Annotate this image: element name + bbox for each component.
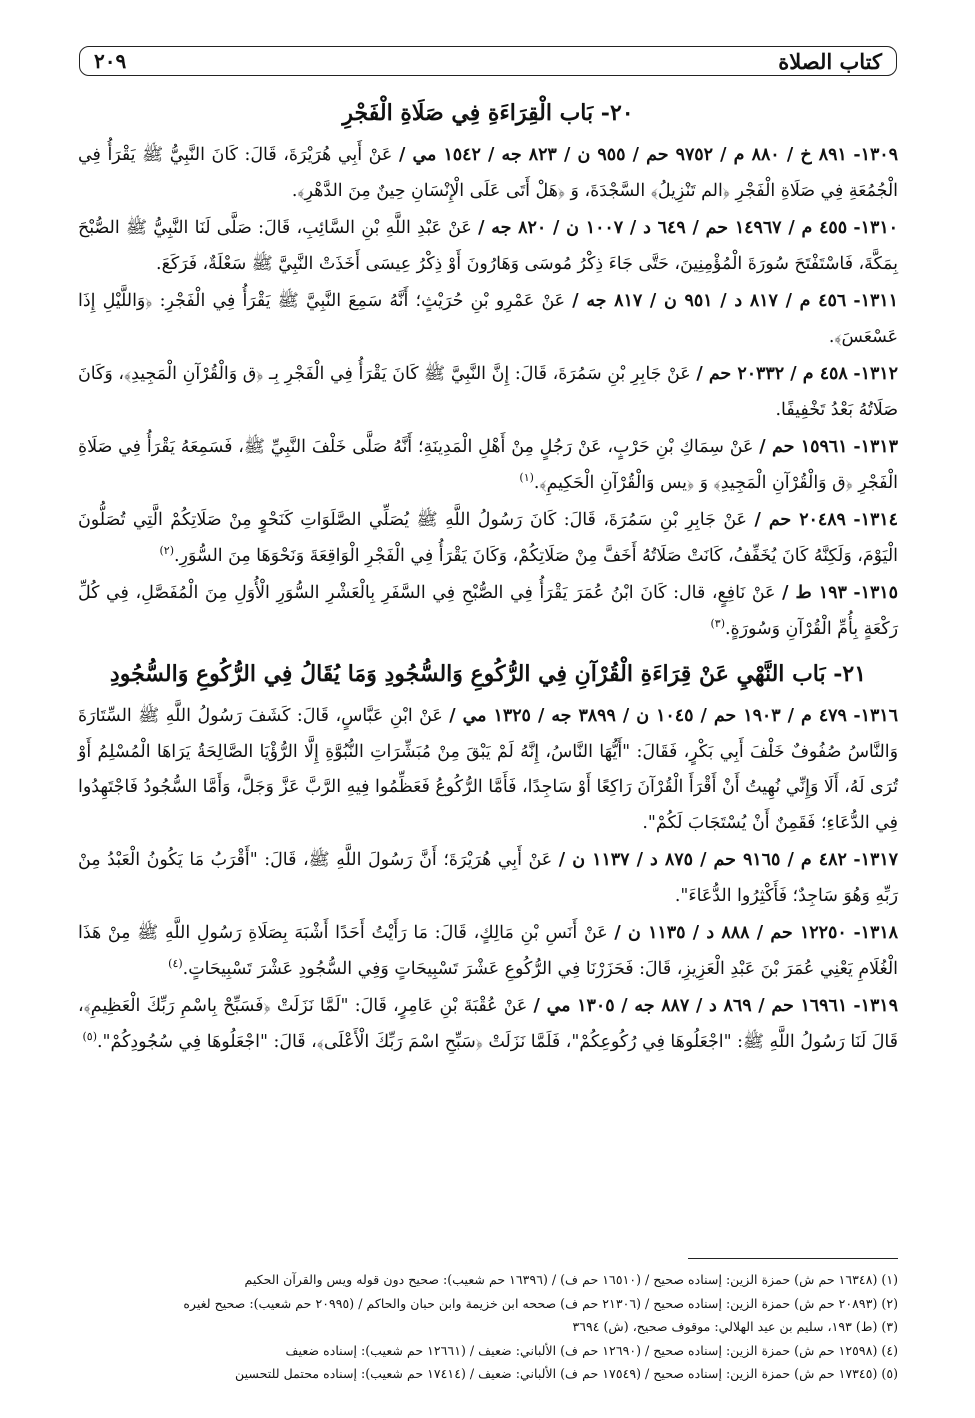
hadith-references: ١٩٣ ط / — [782, 583, 847, 603]
hadith-text: عَنْ عَبْدِ اللَّهِ بْنِ السَّائِبِ، قَالَ: صَلَّى لَنَا النَّبِيُّ ﷺ الصُّبْحَ بِمَكَّةَ، فَاسْتَفْتَحَ سُورَةَ الْمُؤْمِنِينَ، حَتَّى جَاءَ ذِكْرُ مُوسَى وَهَارُونَ أَوْ ذِكْرُ عِيسَى أَخَذَتْ النَّبِيَّ ﷺ سَعْلَةٌ، فَرَكَعَ. — [78, 218, 898, 274]
hadith-number: ١٣٠٩- — [853, 145, 898, 165]
footnote-marker: (٣) — [710, 616, 725, 630]
chapter-title: ٢١- بَاب النَّهْيِ عَنْ قِرَاءَةِ الْقُرْآنِ فِي الرُّكُوعِ وَالسُّجُودِ وَمَا يُقَالُ فِي الرُّكُوعِ وَالسُّجُودِ — [109, 661, 867, 687]
hadith-number: ١٣١٠- — [853, 218, 899, 238]
footnote-marker: (٥) — [82, 1029, 97, 1043]
page-number: ٢٠٩ — [94, 49, 127, 73]
footnote: (٤) (١٢٥٩٨ حم ش) حمزة الزين: إسناده صحيح / (١٢٦٩٠ حم ف) الألباني: ضعيف / (١٢٦٦١ حم شعيب): إسناده ضعيف — [285, 1342, 898, 1358]
hadith-entry — [78, 699, 898, 841]
hadith-references: ١٦٩٦١ حم / ٨٦٩ د / ٨٨٧ جه / ١٣٠٥ مي / — [533, 996, 848, 1016]
footnote: (٥) (١٧٣٤٥ حم ش) حمزة الزين: إسناده صحيح / (١٧٥٤٩ حم ف) الألباني: ضعيف / (١٧٤١٤ حم شعيب): إسناده محتمل للتحسين — [235, 1366, 898, 1381]
hadith-text: عَنْ أَنَسِ بْنِ مَالِكٍ، قَالَ: مَا رَأَيْتُ أَحَدًا أَشْبَهَ بِصَلَاةِ رَسُولِ اللَّهِ ﷺ مِنْ هَذَا الْغُلَامِ يَعْنِي عُمَرَ بْنَ عَبْدِ الْعَزِيزِ، قَالَ: فَحَزَرْنَا فِي الرُّكُوعِ عَشْرَ تَسْبِيحَاتٍ وَفِي السُّجُودِ عَشْرَ تَسْبِيحَاتٍ. — [78, 923, 898, 979]
hadith-number: ١٣١٣- — [853, 437, 898, 457]
footnotes — [78, 1268, 898, 1386]
hadith-number: ١٣١٥- — [853, 583, 898, 603]
footnote: (٢) (٢٠٨٩٣ حم ش) حمزة الزين: إسناده صحيح / (٢١٣٠٦ حم ف) صححه ابن خزيمة وابن حبان والحاكم / (٢٠٩٩٥ حم شعيب): صحيح لغيره — [183, 1295, 898, 1311]
hadith-text: عَنْ سِمَاكِ بْنِ حَرْبٍ، عَنْ رَجُلٍ مِنْ أَهْلِ الْمَدِينَةِ؛ أَنَّهُ صَلَّى خَلْفَ النَّبِيِّ ﷺ، فَسَمِعَهُ يَقْرَأُ فِي صَلَاةِ الْفَجْرِ ﴿ق وَالْقُرْآنِ الْمَجِيدِ﴾ وَ ﴿يس وَالْقُرْآنِ الْحَكِيمِ﴾. — [78, 437, 898, 493]
hadith-entry — [78, 211, 898, 282]
hadith-number: ١٣١٨- — [853, 923, 899, 943]
hadith-references: ٨٩١ خ / ٨٨٠ م / ٩٧٥٢ حم / ٩٥٥ ن / ٨٢٣ جه / ١٥٤٢ مي / — [398, 145, 847, 165]
hadith-text: عَنْ نَافِعٍ، قال: كَانَ ابْنُ عُمَرَ يَقْرَأُ فِي الصُّبْحِ فِي السَّفَرِ بِالْعَشْرِ السُّوَرِ الْأُوَلِ مِنَ الْمُفَصَّلِ، فِي كُلِّ رَكْعَةٍ بِأُمِّ الْقُرْآنِ وَسُورَةٍ. — [78, 583, 898, 639]
hadith-number: ١٣١١- — [853, 291, 898, 311]
footnote-marker: (٤) — [168, 956, 183, 970]
hadith-entry — [78, 503, 898, 574]
hadith-number: ١٣١٩- — [853, 996, 898, 1016]
hadith-references: ٢٠٤٨٩ حم / — [754, 510, 846, 530]
hadith-entry — [78, 430, 898, 501]
hadith-text: عَنْ عَمْرِو بْنِ حُرَيْثٍ؛ أَنَّهُ سَمِعَ النَّبِيَّ ﷺ يَقْرَأُ فِي الْفَجْرِ: ﴿وَاللَّيْلِ إِذَا عَسْعَسَ﴾. — [78, 291, 898, 347]
chapter-title: ٢٠- بَاب الْقِرَاءَةِ فِي صَلَاةِ الْفَجْرِ — [342, 100, 634, 126]
hadith-references: ٤٧٩ م / ١٩٠٣ حم / ١٠٤٥ ن / ٣٨٩٩ جه / ١٣٢٥ مي / — [449, 706, 847, 726]
hadith-references: ١٥٩٦١ حم / — [759, 437, 848, 457]
hadith-references: ٤٨٢ م / ٩١٦٥ حم / ٨٧٥ د / ١١٣٧ ن / — [558, 850, 847, 870]
hadith-text: عَنْ جَابِرِ بْنِ سَمُرَةَ، قَالَ: إِنَّ النَّبِيَّ ﷺ كَانَ يَقْرَأُ فِي الْفَجْرِ بِـ ﴿ق وَالْقُرْآنِ الْمَجِيدِ﴾، وَكَانَ صَلَاتُهُ بَعْدُ تَخْفِيفًا. — [78, 364, 898, 420]
footnote: (٣) (ط) ١٩٣، سليم بن عيد الهلالي: موقوف صحيح، (ش) ٣٦٩٤ — [572, 1319, 898, 1334]
hadith-list — [78, 699, 898, 1060]
book-title: كتاب الصلاة — [778, 48, 882, 74]
hadith-references: ٤٥٨ م / ٢٠٣٣٢ حم / — [696, 364, 848, 384]
hadith-text: عَنْ أَبِي هُرَيْرَةَ؛ أَنَّ رَسُولَ اللَّهِ ﷺ، قَالَ: "أَقْرَبُ مَا يَكُونُ الْعَبْدُ مِنْ رَبِّهِ وَهُوَ سَاجِدٌ؛ فَأَكْثِرُوا الدُّعَاءَ". — [78, 850, 898, 906]
hadith-text: عَنْ عُقْبَةَ بْنِ عَامِرٍ، قَالَ: "لَمَّا نَزَلَتْ ﴿فَسَبِّحْ بِاسْمِ رَبِّكَ الْعَظِيمِ﴾، قَالَ لَنَا رَسُولُ اللَّهِ ﷺ: "اجْعَلُوهَا فِي رُكُوعِكُمْ"، فَلَمَّا نَزَلَتْ ﴿سَبِّحِ اسْمَ رَبِّكَ الْأَعْلَى﴾، قَالَ: "اجْعَلُوهَا فِي سُجُودِكُمْ". — [78, 996, 898, 1052]
hadith-number: ١٣١٧- — [853, 850, 899, 870]
footnote-marker: (٢) — [159, 543, 175, 557]
hadith-number: ١٣١٢- — [853, 364, 898, 384]
hadith-text: عَنْ جَابِرِ بْنِ سَمُرَةَ، قَالَ: كَانَ رَسُولُ اللَّهِ ﷺ يُصَلِّي الصَّلَوَاتِ كَنَحْوٍ مِنْ صَلَاتِكُمْ الَّتِي تُصَلُّونَ الْيَوْمَ، وَلَكِنَّهُ كَانَ يُخَفِّفُ، كَانَتْ صَلَاتُهُ أَخَفَّ مِنْ صَلَاتِكُمْ، وَكَانَ يَقْرَأُ فِي الْفَجْرِ الْوَاقِعَةَ وَنَحْوَهَا مِنَ السُّوَرِ. — [78, 510, 898, 566]
hadith-entry — [78, 989, 898, 1060]
hadith-entry — [78, 576, 898, 647]
hadith-references: ٤٥٦ م / ٨١٧ د / ٩٥١ ن / ٨١٧ جه / — [572, 291, 847, 311]
hadith-list — [78, 138, 898, 647]
hadith-references: ١٢٢٥٠ حم / ٨٨٨ د / ١١٣٥ ن / — [614, 923, 847, 943]
hadith-number: ١٣١٤- — [853, 510, 898, 530]
hadith-entry — [78, 284, 898, 355]
hadith-entry — [78, 357, 898, 428]
page-body — [78, 86, 898, 1062]
hadith-text: عَنْ أَبِي هُرَيْرَةَ، قَالَ: كَانَ النَّبِيُّ ﷺ يَقْرَأُ فِي الْجُمُعَةِ فِي صَلَاةِ الْفَجْرِ ﴿الم تَنْزِيلُ﴾ السَّجْدَةَ، وَ ﴿هَلْ أَتَى عَلَى الْإِنْسَانِ حِينٌ مِنَ الدَّهْرِ﴾. — [78, 145, 898, 201]
footnote-divider — [688, 1258, 898, 1259]
hadith-references: ٤٥٥ م / ١٤٩٦٧ حم / ٦٤٩ د / ١٠٠٧ ن / ٨٢٠ جه / — [478, 218, 848, 238]
page-header — [79, 46, 897, 76]
footnote-marker: (١) — [519, 470, 534, 484]
hadith-entry — [78, 843, 898, 914]
hadith-number: ١٣١٦- — [853, 706, 898, 726]
hadith-entry — [78, 916, 898, 987]
hadith-text: عَنْ ابْنِ عَبَّاسٍ، قَالَ: كَشَفَ رَسُولُ اللَّهِ ﷺ السِّتَارَةَ وَالنَّاسُ صُفُوفٌ خَلْفَ أَبِي بَكْرٍ، فَقَالَ: "أَيُّهَا النَّاسُ، إِنَّهُ لَمْ يَبْقَ مِنْ مُبَشِّرَاتِ النُّبُوَّةِ إِلَّا الرُّؤْيَا الصَّالِحَةُ يَرَاهَا الْمُسْلِمُ أَوْ تُرَى لَهُ، أَلَا وَإِنِّي نُهِيتُ أَنْ أَقْرَأَ الْقُرْآنَ رَاكِعًا أَوْ سَاجِدًا، فَأَمَّا الرُّكُوعُ فَعَظِّمُوا فِيهِ الرَّبَّ عَزَّ وَجَلَّ، وَأَمَّا السُّجُودُ فَاجْتَهِدُوا فِي الدُّعَاءِ؛ فَقَمِنٌ أَنْ يُسْتَجَابَ لَكُمْ". — [77, 706, 898, 833]
hadith-entry — [78, 138, 898, 209]
footnote: (١) (١٦٣٤٨ حم ش) حمزة الزين: إسناده صحيح / (١٦٥١٠ حم ف) / (١٦٣٩٦ حم شعيب): صحيح دون قوله ويس والقرآن الحكيم — [244, 1272, 898, 1287]
